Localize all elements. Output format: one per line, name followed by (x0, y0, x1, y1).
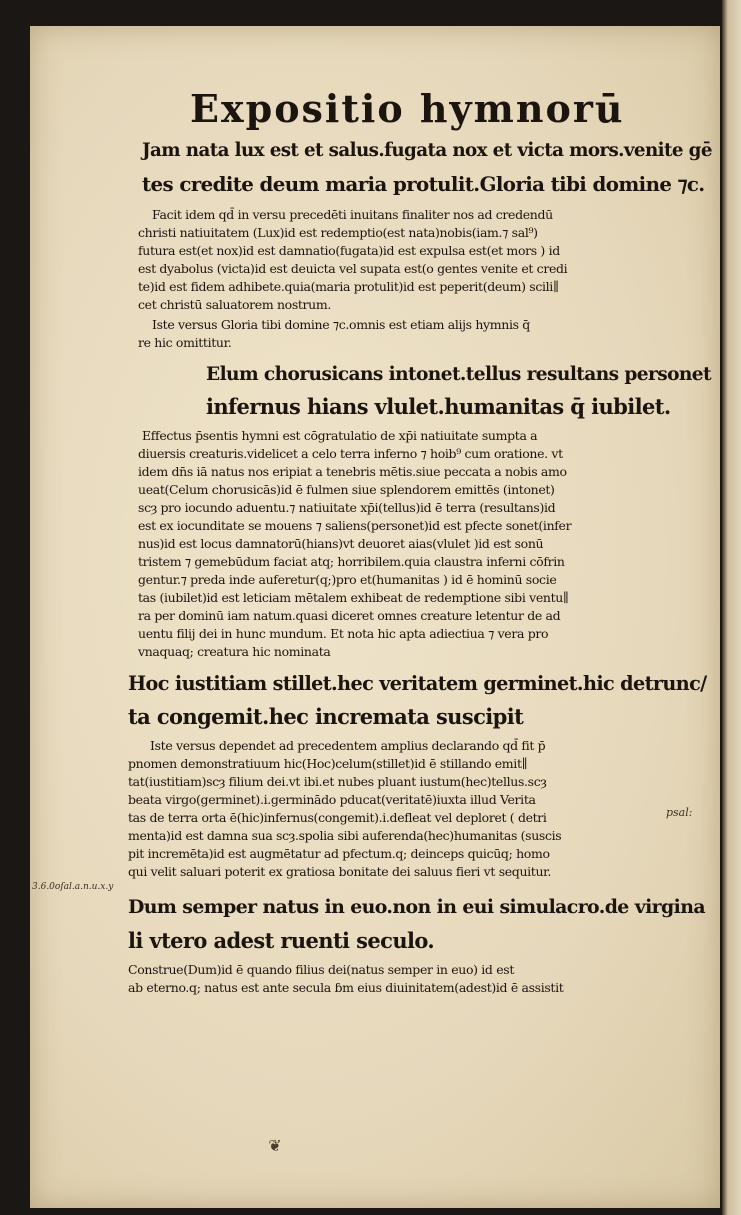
commentary2-line7: nus)id est locus damnatorū(hians)vt deuoret aias(vlulet )id est sonū (138, 536, 544, 551)
stanza2-line2: infernus hians vlulet.humanitas q̄ iubilet. (206, 394, 671, 419)
commentary4-line2: ab eterno.q; natus est ante secula ɓm eius diuinitatem(adest)id ē assistit (128, 980, 564, 995)
commentary1-line2: christi natiuitatem (Lux)id est redemptio(est nata)nobis(iam.⁊ sal⁹) (138, 225, 538, 240)
stanza1-line2: tes credite deum maria protulit.Gloria tibi domine ⁊c. (142, 172, 705, 196)
commentary2-line3: idem dn̄s iā natus nos eripiat a tenebris mētis.siue peccata a nobis amo (138, 464, 567, 479)
book-gutter (722, 0, 741, 1215)
page-text (30, 26, 720, 1208)
stanza4-line1: Dum semper natus in euo.non in eui simulacro.de virgina (128, 896, 705, 918)
commentary4-line1: Construe(Dum)id ē quando filius dei(natus semper in euo) id est (128, 962, 514, 977)
commentary3-line5: tas de terra orta ē(hic)infernus(congemit).i.defleat vel deploret ( detri (128, 810, 547, 825)
commentary1-line6: cet christū saluatorem nostrum. (138, 297, 332, 312)
commentary1-line4: est dyabolus (victa)id est deuicta vel supata est(o gentes venite et credi (138, 261, 568, 276)
commentary3-line2: pnomen demonstratiuum hic(Hoc)celum(stillet)id ē stillando emit∥ (128, 756, 528, 771)
commentary2-line2: diuersis creaturis.videlicet a celo terra inferno ⁊ hoib⁹ cum oratione. vt (138, 446, 563, 461)
commentary2-line5: scȝ pro iocundo aduentu.⁊ natiuitate xp̄i(tellus)id ē terra (resultans)id (138, 500, 556, 515)
commentary2-line6: est ex iocunditate se mouens ⁊ saliens(personet)id est pfecte sonet(infer (138, 518, 572, 533)
commentary3-line8: qui velit saluari poterit ex gratiosa bonitate dei saluus fieri vt sequitur. (128, 864, 552, 879)
marginal-note-left: 3.6.0oſal.a.n.u.x.y (32, 882, 114, 892)
commentary1-line1: Facit idem qd̄ in versu precedēti inuitans finaliter nos ad credendū (152, 207, 553, 222)
commentary1-line5: te)id est fidem adhibete.quia(maria protulit)id est peperit(deum) scili∥ (138, 279, 559, 294)
stanza4-line2: li vtero adest ruenti seculo. (128, 928, 435, 953)
commentary3-line1: Iste versus dependet ad precedentem amplius declarando qd̄ fit p̄ (150, 738, 546, 753)
commentary1-line3: futura est(et nox)id est damnatio(fugata)id est expulsa est(et mors ) id (138, 243, 560, 258)
commentary2-line10: tas (iubilet)id est leticiam mētalem exhibeat de redemptione sibi ventu∥ (138, 590, 569, 605)
commentary2-line4: ueat(Celum chorusicās)id ē fulmen siue splendorem emittēs (intonet) (138, 482, 555, 497)
commentary1-line8: re hic omittitur. (138, 335, 232, 350)
commentary2-line12: uentu filij dei in hunc mundum. Et nota hic apta adiectiua ⁊ vera pro (138, 626, 549, 641)
stanza1-line1: Jam nata lux est et salus.fugata nox et victa mors.venite gē (142, 140, 712, 161)
commentary2-line11: ra per dominū iam natum.quasi diceret omnes creature letentur de ad (138, 608, 561, 623)
commentary3-line6: menta)id est damna sua scȝ.spolia sibi auferenda(hec)humanitas (suscis (128, 828, 562, 843)
commentary2-line9: gentur.⁊ preda inde auferetur(q;)pro et(humanitas ) id ē hominū socie (138, 572, 557, 587)
marginal-note-psal: psal: (666, 806, 693, 819)
stanza3-line2: ta congemit.hec incremata suscipit (128, 704, 524, 729)
commentary3-line7: pit incremēta)id est augmētatur ad pfectum.q; deinceps quicūq; homo (128, 846, 550, 861)
commentary2-line1: Effectus p̄sentis hymni est cōgratulatio de xp̄i natiuitate sumpta a (142, 428, 538, 443)
commentary2-line13: vnaquaq; creatura hic nominata (138, 644, 331, 659)
commentary2-line8: tristem ⁊ gemebūdum faciat atq; horribilem.quia claustra inferni cōfrin (138, 554, 565, 569)
book-page (30, 26, 720, 1208)
commentary3-line4: beata virgo(germinet).i.germinādo pducat(veritatē)iuxta illud Verita (128, 792, 536, 807)
stanza3-line1: Hoc iustitiam stillet.hec veritatem germinet.hic detrunc/ (128, 672, 707, 695)
stanza2-line1: Elum chorusicans intonet.tellus resultans personet (206, 364, 712, 385)
commentary1-line7: Iste versus Gloria tibi domine ⁊c.omnis est etiam alijs hymnis q̄ (152, 317, 530, 332)
ink-blot-ornament: ❦ (268, 1136, 282, 1155)
commentary3-line3: tat(iustitiam)scȝ filium dei.vt ibi.et nubes pluant iustum(hec)tellus.scȝ (128, 774, 547, 789)
page-title: Expositio hymnorū (190, 86, 625, 131)
